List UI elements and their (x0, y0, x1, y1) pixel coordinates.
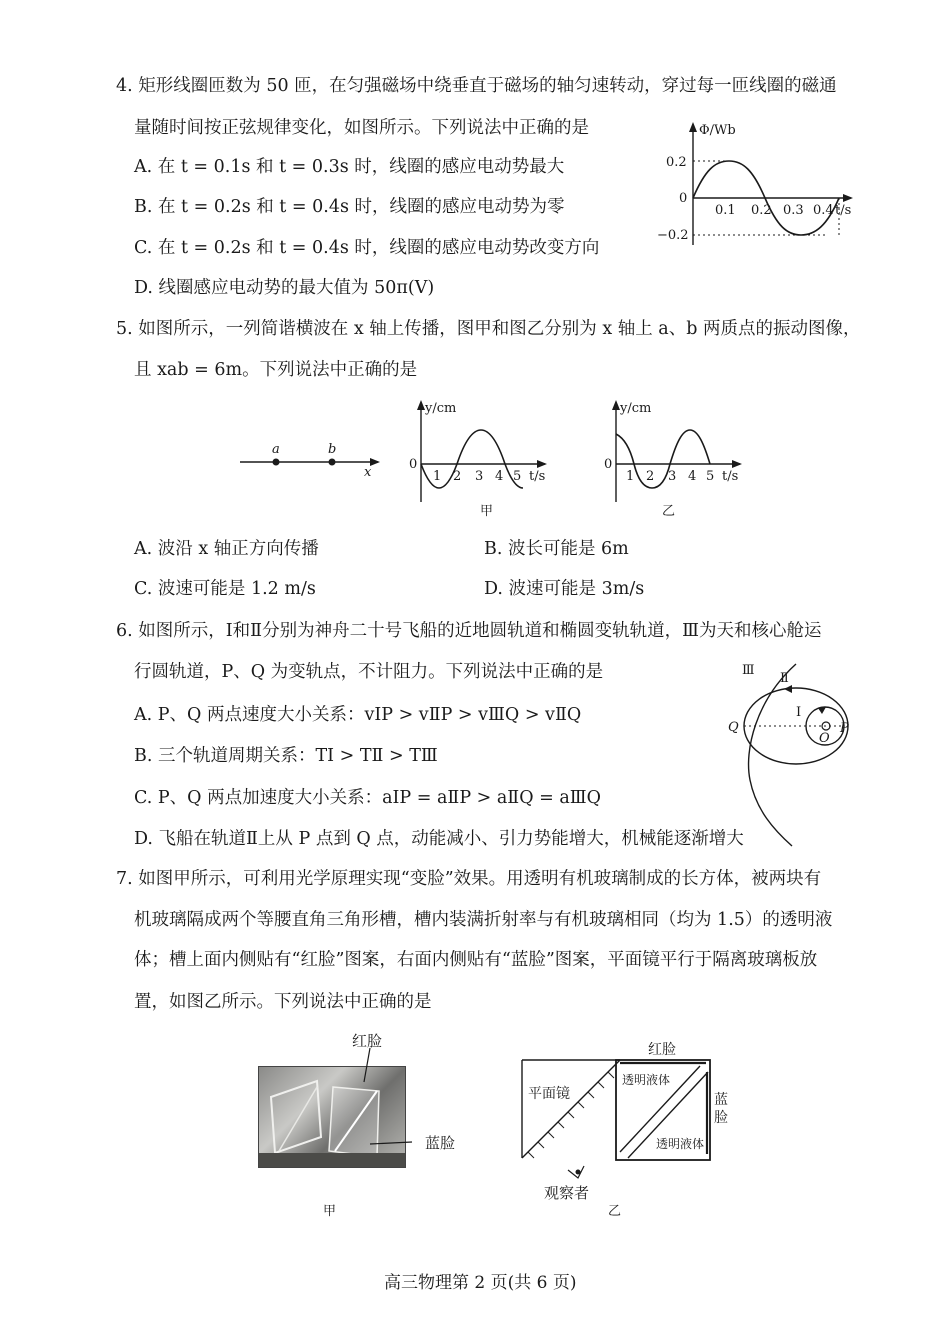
q7-stem-line2: 机玻璃隔成两个等腰直角三角形槽，槽内装满折射率与有机玻璃相同（均为 1.5）的透明液 (134, 910, 833, 930)
q6-point-P: P (840, 721, 849, 736)
q7-stem-line4: 置，如图乙所示。下列说法中正确的是 (134, 992, 432, 1012)
q4-stem-line2: 量随时间按正弦规律变化，如图所示。下列说法中正确的是 (134, 118, 589, 138)
q6-stem-line1: 6. 如图所示，Ⅰ和Ⅱ分别为神舟二十号飞船的近地圆轨道和椭圆变轨轨道，Ⅲ为天和核心舱运 (116, 621, 822, 641)
q5-point-a: a (272, 442, 280, 457)
q6-option-d: D. 飞船在轨道Ⅱ上从 P 点到 Q 点，动能减小、引力势能增大，机械能逐渐增大 (134, 829, 744, 849)
q6-point-O: O (819, 731, 830, 746)
q7-stem-line3: 体；槽上面内侧贴有“红脸”图案，右面内侧贴有“蓝脸”图案，平面镜平行于隔离玻璃板放 (134, 950, 818, 970)
q5-yi-ylabel: y/cm (620, 401, 652, 416)
q5-graph-yi (600, 398, 750, 508)
q7-photo-caption: 甲 (323, 1204, 337, 1219)
q4-graph-xtick-3: 0.3 (783, 203, 804, 218)
q6-orbit-II-label: Ⅱ (780, 671, 789, 686)
q7-diagram-liquid-top: 透明液体 (622, 1073, 671, 1087)
q7-diagram-caption: 乙 (608, 1204, 622, 1219)
q6-orbit-diagram (722, 660, 852, 850)
q4-graph-ybottom: −0.2 (657, 228, 689, 243)
q6-orbit-III-label: Ⅲ (742, 663, 755, 678)
q5-jia-xtick-5: 5 (513, 469, 522, 484)
q5-option-d: D. 波速可能是 3m/s (484, 579, 645, 599)
q6-orbit-I-label: Ⅰ (796, 705, 802, 720)
q7-diagram-liquid-bottom: 透明液体 (656, 1137, 705, 1151)
q6-stem-line2: 行圆轨道，P、Q 为变轨点，不计阻力。下列说法中正确的是 (134, 662, 604, 682)
q7-diagram-observer-label: 观察者 (544, 1184, 590, 1202)
q7-photo-blue-face-label: 蓝脸 (425, 1134, 456, 1152)
q7-photo-leader-lines (350, 1046, 410, 1156)
q5-jia-xtick-1: 1 (433, 469, 442, 484)
q5-jia-caption: 甲 (480, 504, 494, 519)
q5-stem-line2: 且 xab = 6m。下列说法中正确的是 (134, 360, 418, 380)
q7-diagram-blue-face-1: 蓝 (714, 1092, 728, 1108)
q6-option-a: A. P、Q 两点速度大小关系：vⅠP > vⅡP > vⅢQ > vⅡQ (134, 705, 582, 725)
q5-yi-xlabel: t/s (722, 469, 739, 484)
q5-option-a: A. 波沿 x 轴正方向传播 (134, 539, 319, 559)
q5-jia-xtick-4: 4 (495, 469, 504, 484)
q5-point-b: b (328, 442, 337, 457)
q7-stem-line1: 7. 如图甲所示，可利用光学原理实现“变脸”效果。用透明有机玻璃制成的长方体，被两块有 (116, 869, 822, 889)
q5-yi-xtick-5: 5 (706, 469, 715, 484)
q4-graph-xtick-4: 0.4 (813, 203, 834, 218)
q5-x-axis-diagram (238, 440, 388, 480)
q5-stem-line1: 5. 如图所示，一列简谐横波在 x 轴上传播，图甲和图乙分别为 x 轴上 a、b 两质点的振动图像， (116, 319, 861, 339)
q4-option-d: D. 线圈感应电动势的最大值为 50π(V) (134, 278, 435, 298)
q4-graph-xtick-2: 0.2 (751, 203, 772, 218)
q4-graph-ylabel: Φ/Wb (699, 123, 736, 138)
q7-diagram-yi (516, 1038, 736, 1188)
q4-stem-line1: 4. 矩形线圈匝数为 50 匝，在匀强磁场中绕垂直于磁场的轴匀速转动，穿过每一匝线圈的磁通 (116, 76, 837, 96)
q4-graph-ytop: 0.2 (666, 155, 687, 170)
q4-graph-xtick-1: 0.1 (715, 203, 736, 218)
q6-point-Q: Q (728, 720, 739, 735)
q5-graph-jia (405, 398, 555, 508)
q5-yi-xtick-1: 1 (626, 469, 635, 484)
q5-yi-xtick-4: 4 (688, 469, 697, 484)
q5-yi-origin: 0 (604, 457, 613, 472)
q7-diagram-blue-face-2: 脸 (714, 1110, 728, 1126)
q5-option-c: C. 波速可能是 1.2 m/s (134, 579, 316, 599)
q6-option-c: C. P、Q 两点加速度大小关系：aⅠP = aⅡP > aⅡQ = aⅢQ (134, 788, 601, 808)
q7-photo-red-face-label: 红脸 (352, 1032, 383, 1050)
q5-option-b: B. 波长可能是 6m (484, 539, 629, 559)
q5-axis-x: x (364, 465, 372, 480)
q6-option-b: B. 三个轨道周期关系：TⅠ > TⅡ > TⅢ (134, 746, 438, 766)
q4-option-a: A. 在 t = 0.1s 和 t = 0.3s 时，线圈的感应电动势最大 (134, 157, 565, 177)
q5-jia-ylabel: y/cm (425, 401, 457, 416)
q7-diagram-red-face-label: 红脸 (648, 1042, 676, 1058)
q4-flux-graph (655, 120, 855, 250)
q5-yi-xtick-3: 3 (668, 469, 677, 484)
q5-yi-caption: 乙 (662, 504, 676, 519)
q4-option-c: C. 在 t = 0.2s 和 t = 0.4s 时，线圈的感应电动势改变方向 (134, 238, 600, 258)
q7-diagram-mirror-label: 平面镜 (528, 1086, 570, 1102)
q4-graph-xlabel: t/s (835, 203, 852, 218)
q5-jia-xlabel: t/s (529, 469, 546, 484)
q5-yi-xtick-2: 2 (646, 469, 655, 484)
page-footer: 高三物理第 2 页(共 6 页) (384, 1273, 577, 1293)
q5-jia-origin: 0 (409, 457, 418, 472)
q5-jia-xtick-2: 2 (453, 469, 462, 484)
q4-option-b: B. 在 t = 0.2s 和 t = 0.4s 时，线圈的感应电动势为零 (134, 197, 565, 217)
q4-graph-origin: 0 (679, 191, 688, 206)
q5-jia-xtick-3: 3 (475, 469, 484, 484)
